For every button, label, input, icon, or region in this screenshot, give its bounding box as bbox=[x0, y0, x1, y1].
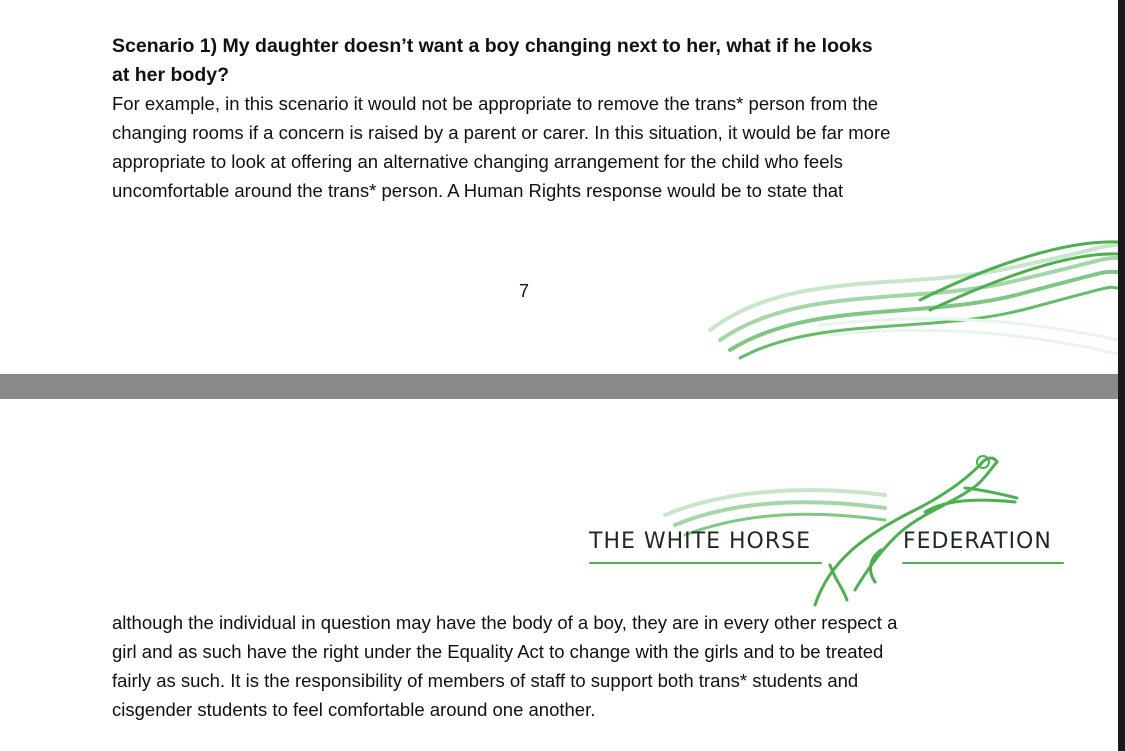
logo-text-right: FEDERATION bbox=[903, 529, 1052, 554]
scenario-heading bbox=[112, 32, 1012, 90]
heading-line: at her body? bbox=[112, 64, 230, 86]
page-number: 7 bbox=[519, 281, 530, 301]
paragraph-line: changing rooms if a concern is raised by a parent or carer. In this situation, it would be far more bbox=[112, 122, 891, 143]
logo-text-left: THE WHITE HORSE bbox=[589, 529, 812, 554]
page-separator bbox=[0, 374, 1125, 399]
viewer-edge bbox=[1118, 0, 1125, 751]
paragraph-line: appropriate to look at offering an alternative changing arrangement for the child who feels bbox=[112, 151, 843, 172]
paragraph-line: For example, in this scenario it would not be appropriate to remove the trans* person from the bbox=[112, 93, 879, 114]
paragraph-line: uncomfortable around the trans* person. A Human Rights response would be to state that bbox=[112, 180, 844, 201]
heading-line: Scenario 1) My daughter doesn’t want a boy changing next to her, what if he looks bbox=[112, 35, 873, 57]
body-paragraph-bottom bbox=[112, 608, 1012, 724]
footer-wave-decoration bbox=[700, 230, 1118, 370]
paragraph-line: although the individual in question may have the body of a boy, they are in every other respect a bbox=[112, 612, 898, 633]
paragraph-line: cisgender students to feel comfortable around one another. bbox=[112, 699, 596, 720]
paragraph-line: fairly as such. It is the responsibility of members of staff to support both trans* students and bbox=[112, 670, 859, 691]
paragraph-line: girl and as such have the right under the Equality Act to change with the girls and to be treated bbox=[112, 641, 884, 662]
body-paragraph-top bbox=[112, 89, 1012, 205]
white-horse-logo-graphic bbox=[585, 440, 1075, 610]
